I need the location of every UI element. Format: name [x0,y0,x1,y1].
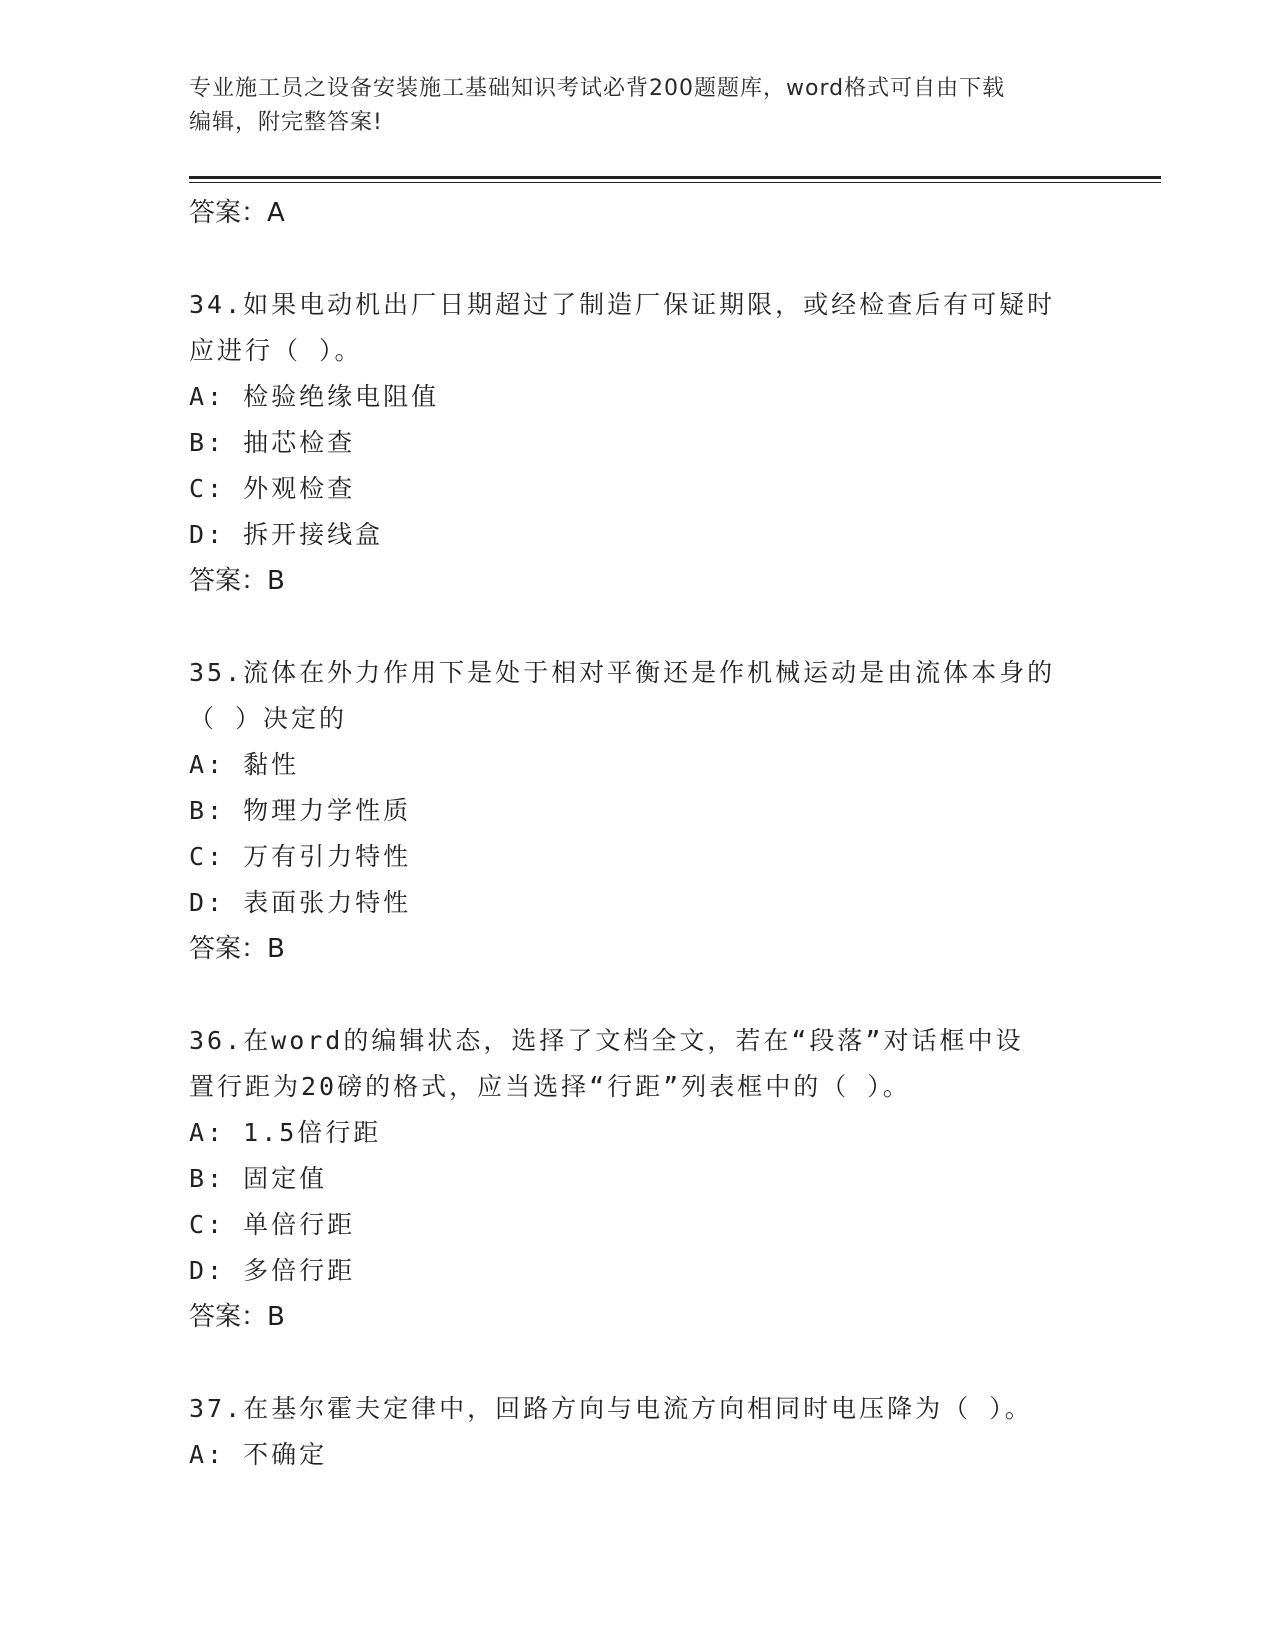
option-d: D: 多倍行距 [189,1256,356,1285]
header-divider-thin [189,182,1161,183]
option-a: A: 不确定 [189,1440,328,1469]
question-text: 35.流体在外力作用下是处于相对平衡还是作机械运动是由流体本身的 [189,658,1056,687]
question-35 [189,650,1089,972]
option-c: C: 外观检查 [189,474,356,503]
question-text-continued: 应进行（ ）。 [189,336,363,365]
answer-label: 答案：B [189,566,285,596]
answer-label: 答案：A [189,198,285,228]
option-a: A: 1.5倍行距 [189,1118,382,1147]
question-34 [189,282,1089,604]
question-37 [189,1386,1089,1478]
option-b: B: 固定值 [189,1164,328,1193]
option-d: D: 拆开接线盒 [189,520,384,549]
option-c: C: 单倍行距 [189,1210,356,1239]
question-text: 37.在基尔霍夫定律中，回路方向与电流方向相同时电压降为（ ）。 [189,1394,1033,1423]
question-36 [189,1018,1089,1340]
header-line-1: 专业施工员之设备安装施工基础知识考试必背200题题库，word格式可自由下载 [189,76,1006,101]
question-text-continued: 置行距为20磅的格式，应当选择“行距”列表框中的（ ）。 [189,1072,911,1101]
question-text: 34.如果电动机出厂日期超过了制造厂保证期限，或经检查后有可疑时 [189,290,1056,319]
question-text-continued: （ ）决定的 [189,704,348,733]
header-divider [189,176,1161,179]
answer-label: 答案：B [189,934,285,964]
question-text: 36.在word的编辑状态，选择了文档全文，若在“段落”对话框中设 [189,1026,1024,1055]
option-a: A: 检验绝缘电阻值 [189,382,440,411]
answer-label: 答案：B [189,1302,285,1332]
document-header [189,72,1089,140]
option-c: C: 万有引力特性 [189,842,412,871]
option-d: D: 表面张力特性 [189,888,412,917]
option-b: B: 抽芯检查 [189,428,356,457]
document-body [189,190,1089,1478]
option-a: A: 黏性 [189,750,300,779]
header-line-2: 编辑，附完整答案! [189,110,383,135]
option-b: B: 物理力学性质 [189,796,412,825]
